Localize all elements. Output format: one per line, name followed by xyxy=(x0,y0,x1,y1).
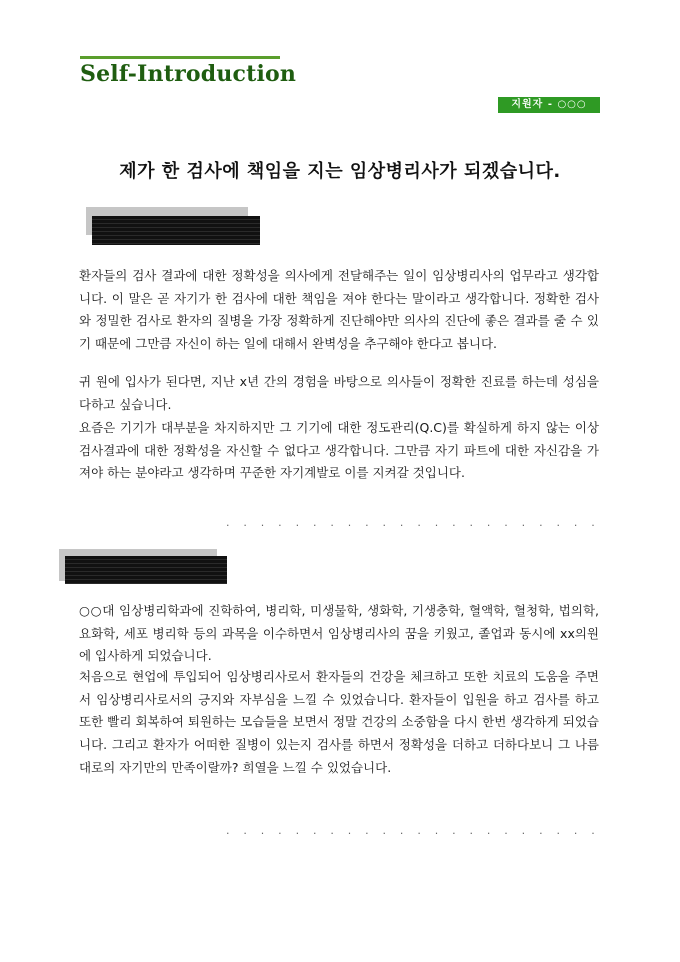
section-2-heading-label xyxy=(65,556,227,584)
section-2-heading-redaction-bar xyxy=(65,556,227,584)
section-divider-2: . . . . . . . . . . . . . . . . . . . . . . xyxy=(226,824,600,837)
section-1-paragraph-1: 환자들의 검사 결과에 대한 정확성을 의사에게 전달해주는 일이 임상병리사의 업무라고 생각합니다. 이 말은 곧 자기가 한 검사에 대한 책임을 져야 한다는 말이라고 생각합니다. 정확한 검사와 정밀한 검사로 환자의 질병을 가장 정확하게 진단해야만 의사의 진단에 좋은 결과를 줄 수 있기 때문에 그만큼 자신이 하는 일에 대해서 완벽성을 추구해야 한다고 봅니다. xyxy=(79,268,599,352)
section-1-heading-redaction-bar xyxy=(92,216,260,245)
section-1-heading-label xyxy=(92,216,260,245)
section-2-heading xyxy=(59,549,231,587)
section-1-heading xyxy=(86,207,266,245)
section-2-paragraph-1: ○○대 임상병리학과에 진학하여, 병리학, 미생물학, 생화학, 기생충학, 혈액학, 혈청학, 법의학, 요화학, 세포 병리학 등의 과목을 이수하면서 임상병리사의 꿈을 키웠고, 졸업과 동시에 xx의원에 입사하게 되었습니다. xyxy=(79,603,599,664)
section-1-paragraph-3: 요즘은 기기가 대부분을 차지하지만 그 기기에 대한 정도관리(Q.C)를 확실하게 하지 않는 이상 검사결과에 대한 정확성을 자신할 수 없다고 생각합니다. 그만큼 자기 파트에 대한 자신감을 가져야 하는 분야라고 생각하며 꾸준한 자기계발로 이를 지켜갈 것입니다. xyxy=(79,420,599,481)
section-divider-1: . . . . . . . . . . . . . . . . . . . . . . xyxy=(226,516,600,529)
author-badge: 지원자 - ○○○ xyxy=(498,97,600,113)
title-rule xyxy=(80,56,280,59)
section-1-paragraph-2: 귀 원에 입사가 된다면, 지난 x년 간의 경험을 바탕으로 의사들이 정확한 진료를 하는데 성심을 다하고 싶습니다. xyxy=(79,374,599,412)
page-title: Self-Introduction xyxy=(80,61,297,87)
section-2-paragraph-2: 처음으로 현업에 투입되어 임상병리사로서 환자들의 건강을 체크하고 또한 치료의 도움을 주면서 임상병리사로서의 긍지와 자부심을 느낄 수 있었습니다. 환자들이 입원을 하고 검사를 하고 또한 빨리 회복하여 퇴원하는 모습들을 보면서 정말 건강의 소중함을 다시 한번 생각하게 되었습니다. 그리고 환자가 어떠한 질병이 있는지 검사를 하면서 정확성을 더하고 더하다보니 그 나름대로의 자기만의 만족이랄까? 희열을 느낄 수 있었습니다. xyxy=(79,669,599,775)
headline: 제가 한 검사에 책임을 지는 임상병리사가 되겠습니다. xyxy=(119,161,561,182)
